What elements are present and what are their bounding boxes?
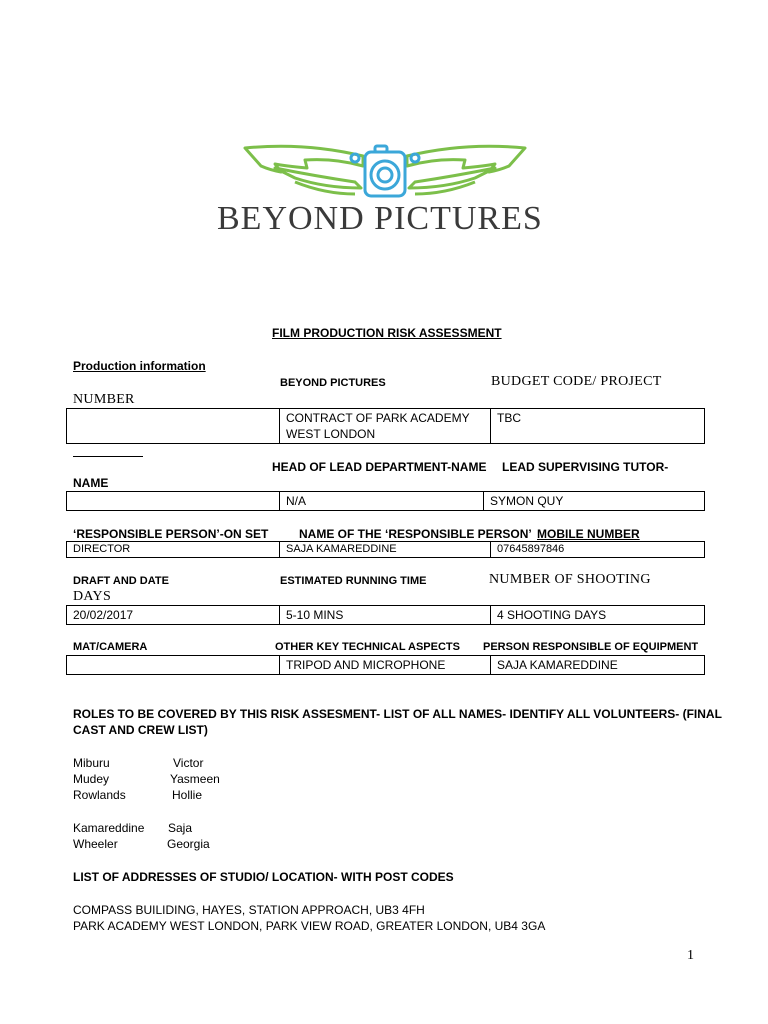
draft-table xyxy=(66,605,705,625)
contract-line-1: CONTRACT OF PARK ACADEMY xyxy=(286,411,470,425)
first-name: Hollie xyxy=(172,788,203,802)
list-item xyxy=(73,837,210,851)
responsible-person-label: ‘RESPONSIBLE PERSON’-ON SET xyxy=(73,527,269,541)
table-row xyxy=(67,656,705,675)
list-item xyxy=(73,821,192,835)
responsible-name-value: SAJA KAMAREDDINE xyxy=(280,542,491,558)
budget-code-label-cont: NUMBER xyxy=(73,392,135,407)
shooting-days-label: NUMBER OF SHOOTING xyxy=(489,572,651,587)
address-line-1: COMPASS BUILIDING, HAYES, STATION APPROACH, UB3 4FH xyxy=(73,903,425,917)
draft-date-value: 20/02/2017 xyxy=(67,606,280,625)
surname: Kamareddine xyxy=(73,821,145,835)
addresses-heading: LIST OF ADDRESSES OF STUDIO/ LOCATION- WITH POST CODES xyxy=(73,870,454,884)
mobile-number-value: 07645897846 xyxy=(491,542,705,558)
department-table xyxy=(66,491,705,511)
production-info-heading: Production information xyxy=(73,359,206,373)
head-dept-value: N/A xyxy=(280,492,484,511)
table-row xyxy=(67,542,705,558)
first-name: Victor xyxy=(173,756,204,770)
production-cell-2 xyxy=(280,409,491,444)
camera-value xyxy=(67,656,280,675)
technical-aspects-label: OTHER KEY TECHNICAL ASPECTS xyxy=(275,641,460,653)
contract-line-2: WEST LONDON xyxy=(286,427,376,441)
list-item xyxy=(73,756,203,770)
running-time-label: ESTIMATED RUNNING TIME xyxy=(280,575,427,587)
table-row xyxy=(67,492,705,511)
production-info-table xyxy=(66,408,705,444)
table-row xyxy=(67,606,705,625)
roles-heading-line-1: ROLES TO BE COVERED BY THIS RISK ASSESMENT- LIST OF ALL NAMES- IDENTIFY ALL VOLUNTEERS- (FINAL xyxy=(73,707,722,721)
lead-tutor-value: SYMON QUY xyxy=(484,492,705,511)
equipment-person-value: SAJA KAMAREDDINE xyxy=(491,656,705,675)
draft-date-label: DRAFT AND DATE xyxy=(73,575,169,587)
first-name: Saja xyxy=(168,821,193,835)
first-name: Georgia xyxy=(167,837,210,851)
production-cell-1 xyxy=(67,409,280,444)
running-time-value: 5-10 MINS xyxy=(280,606,491,625)
list-item xyxy=(73,772,220,786)
brand-name: BEYOND PICTURES xyxy=(217,200,543,237)
responsible-name-label: NAME OF THE ‘RESPONSIBLE PERSON’ xyxy=(299,527,532,541)
camera-label: MAT/CAMERA xyxy=(73,641,148,653)
name-label: NAME xyxy=(73,476,109,490)
surname: Wheeler xyxy=(73,837,118,851)
first-name: Yasmeen xyxy=(170,772,220,786)
document-title: FILM PRODUCTION RISK ASSESSMENT xyxy=(272,326,502,340)
role-value: DIRECTOR xyxy=(67,542,280,558)
table-row xyxy=(67,409,705,444)
equipment-table xyxy=(66,655,705,675)
roles-heading-line-2: CAST AND CREW LIST) xyxy=(73,723,208,737)
budget-code-label: BUDGET CODE/ PROJECT xyxy=(491,374,662,389)
address-line-2: PARK ACADEMY WEST LONDON, PARK VIEW ROAD, GREATER LONDON, UB4 3GA xyxy=(73,919,546,933)
budget-code-value: TBC xyxy=(491,409,705,444)
beyond-pictures-label: BEYOND PICTURES xyxy=(280,377,386,389)
lead-tutor-label: LEAD SUPERVISING TUTOR- xyxy=(502,460,669,474)
responsible-table xyxy=(66,541,705,558)
surname: Mudey xyxy=(73,772,110,786)
mobile-number-label: MOBILE NUMBER xyxy=(537,527,640,541)
company-logo xyxy=(215,138,555,248)
shooting-days-value: 4 SHOOTING DAYS xyxy=(491,606,705,625)
technical-aspects-value: TRIPOD AND MICROPHONE xyxy=(280,656,491,675)
list-item xyxy=(73,788,202,802)
surname: Rowlands xyxy=(73,788,126,802)
surname: Miburu xyxy=(73,756,110,770)
head-dept-label: HEAD OF LEAD DEPARTMENT-NAME xyxy=(272,460,487,474)
winged-camera-icon xyxy=(215,138,555,206)
dept-cell-1 xyxy=(67,492,280,511)
page-number: 1 xyxy=(687,948,694,963)
equipment-person-label: PERSON RESPONSIBLE OF EQUIPMENT xyxy=(483,641,699,653)
short-divider xyxy=(73,456,143,457)
shooting-days-label-cont: DAYS xyxy=(73,589,112,604)
